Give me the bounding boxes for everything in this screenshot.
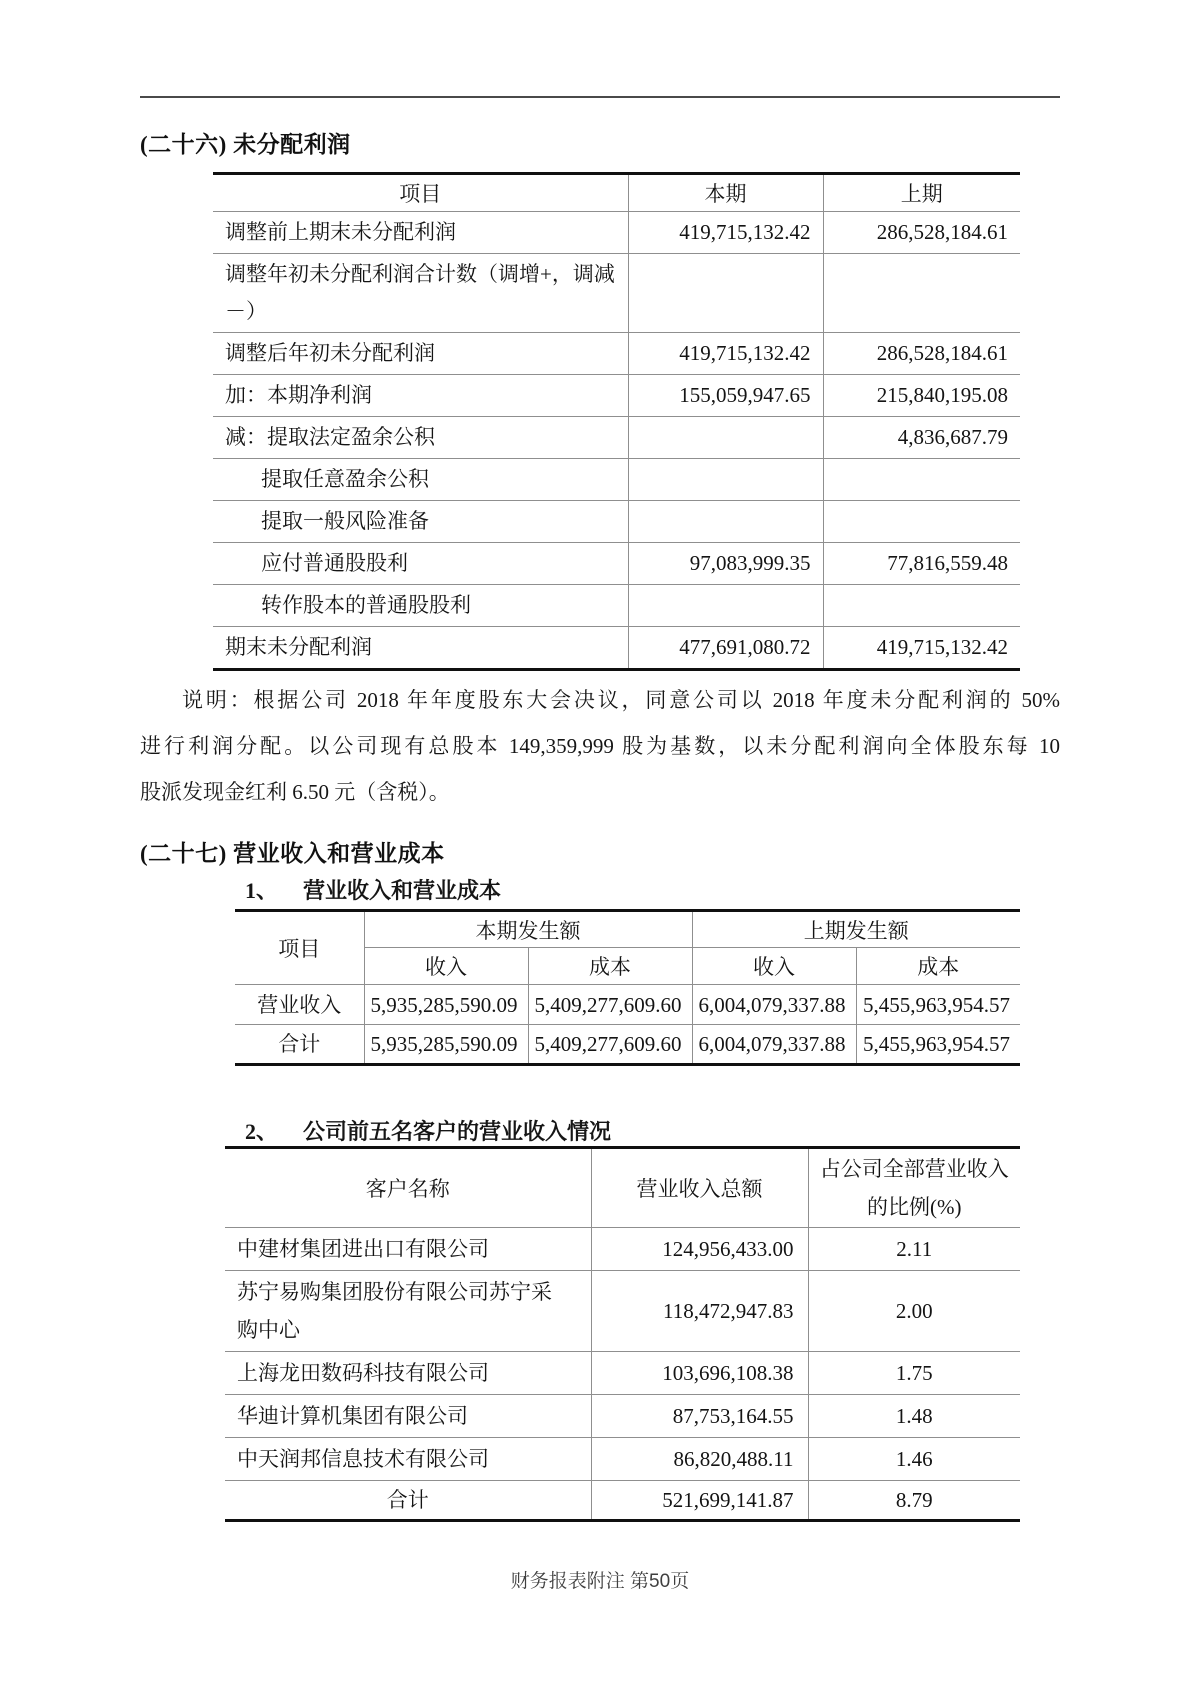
subsection-2-title: 公司前五名客户的营业收入情况 — [303, 1119, 612, 1144]
customer-table-row — [225, 1352, 1020, 1395]
revenue-col-header-current-period: 本期发生额 — [364, 911, 692, 948]
customers-col-header-name: 客户名称 — [365, 1177, 450, 1201]
prior-period-value: 286,528,184.61 — [823, 333, 1020, 375]
prior-period-value: 419,715,132.42 — [823, 627, 1020, 670]
note-line-1: 说明：根据公司 2018 年年度股东大会决议，同意公司以 2018 年度未分配利润的 50% — [182, 688, 1060, 712]
revenue-ratio: 8.79 — [808, 1481, 1020, 1521]
customers-col-header-ratio-line-1: 占公司全部营业收入 — [819, 1157, 1009, 1181]
item-label: 应付普通股股利 — [261, 551, 408, 575]
customer-table-row — [225, 1438, 1020, 1481]
revenue-table-row — [235, 1025, 1020, 1065]
item-label: 调整年初未分配利润合计数（调增+，调减－） — [225, 262, 615, 323]
revenue-col-header-cost-current: 成本 — [528, 948, 692, 985]
customers-col-header-ratio — [808, 1148, 1020, 1228]
current-period-value: 419,715,132.42 — [628, 333, 823, 375]
customer-name: 中天润邦信息技术有限公司 — [237, 1447, 489, 1471]
revenue-amount: 86,820,488.11 — [591, 1438, 808, 1481]
current-period-value: 97,083,999.35 — [628, 543, 823, 585]
revenue-ratio: 1.46 — [808, 1438, 1020, 1481]
subsection-1-title: 营业收入和营业成本 — [303, 878, 502, 903]
current-period-value — [628, 459, 823, 501]
profit-table-row — [213, 417, 1020, 459]
revenue-amount: 124,956,433.00 — [591, 1228, 808, 1271]
item-label: 合计 — [278, 1032, 321, 1056]
profit-table-row — [213, 585, 1020, 627]
profit-col-header-item: 项目 — [399, 182, 442, 206]
note-line-2: 进行利润分配。以公司现有总股本 149,359,999 股为基数，以未分配利润向全体股东每 10 — [140, 734, 1060, 758]
current-cost-value: 5,409,277,609.60 — [528, 1025, 692, 1065]
customer-table-row — [225, 1228, 1020, 1271]
profit-table-header-row — [213, 174, 1020, 212]
profit-table-row — [213, 254, 1020, 333]
item-label: 期末未分配利润 — [225, 635, 372, 659]
item-label: 提取一般风险准备 — [261, 509, 429, 533]
current-period-value: 155,059,947.65 — [628, 375, 823, 417]
current-period-value — [628, 417, 823, 459]
current-period-value: 477,691,080.72 — [628, 627, 823, 670]
item-label: 营业收入 — [257, 992, 342, 1017]
customers-table-header-row — [225, 1148, 1020, 1228]
prior-period-value: 286,528,184.61 — [823, 212, 1020, 254]
prior-period-value: 215,840,195.08 — [823, 375, 1020, 417]
revenue-amount: 87,753,164.55 — [591, 1395, 808, 1438]
prior-period-value — [823, 459, 1020, 501]
revenue-ratio: 1.75 — [808, 1352, 1020, 1395]
undistributed-profit-table — [213, 172, 1020, 671]
profit-col-header-current: 本期 — [628, 174, 823, 212]
revenue-col-header-cost-prior: 成本 — [856, 948, 1020, 985]
revenue-ratio: 2.00 — [808, 1271, 1020, 1352]
customer-name: 上海龙田数码科技有限公司 — [237, 1361, 489, 1385]
top-customers-table — [225, 1146, 1020, 1522]
header-rule — [140, 96, 1060, 98]
prior-income-value: 6,004,079,337.88 — [692, 1025, 856, 1065]
profit-table-row — [213, 333, 1020, 375]
revenue-amount: 521,699,141.87 — [591, 1481, 808, 1521]
customer-name: 苏宁易购集团股份有限公司苏宁采购中心 — [237, 1280, 552, 1342]
current-period-value: 419,715,132.42 — [628, 212, 823, 254]
page-footer: 财务报表附注 第50页 — [510, 1571, 690, 1592]
profit-table-row — [213, 627, 1020, 670]
revenue-cost-table — [235, 909, 1020, 1066]
revenue-ratio: 1.48 — [808, 1395, 1020, 1438]
prior-period-value — [823, 254, 1020, 333]
profit-table-row — [213, 375, 1020, 417]
prior-period-value — [823, 501, 1020, 543]
revenue-table-row — [235, 985, 1020, 1025]
subsection-2-number: 2、 — [245, 1119, 279, 1144]
customer-name: 中建材集团进出口有限公司 — [237, 1237, 489, 1261]
customer-table-row — [225, 1481, 1020, 1521]
revenue-col-header-income-prior: 收入 — [692, 948, 856, 985]
customers-col-header-amount: 营业收入总额 — [591, 1148, 808, 1228]
item-label: 转作股本的普通股股利 — [261, 593, 471, 617]
section-26-title: (二十六) 未分配利润 — [140, 132, 351, 157]
revenue-col-header-income-current: 收入 — [364, 948, 528, 985]
prior-income-value: 6,004,079,337.88 — [692, 985, 856, 1025]
revenue-ratio: 2.11 — [808, 1228, 1020, 1271]
item-label: 调整后年初未分配利润 — [225, 341, 435, 365]
prior-cost-value: 5,455,963,954.57 — [856, 1025, 1020, 1065]
subsection-1-number: 1、 — [245, 878, 279, 903]
page-content — [140, 96, 1060, 1522]
profit-table-row — [213, 459, 1020, 501]
item-label: 加：本期净利润 — [225, 383, 372, 407]
revenue-amount: 118,472,947.83 — [591, 1271, 808, 1352]
item-label: 调整前上期末未分配利润 — [225, 220, 456, 244]
customer-name: 华迪计算机集团有限公司 — [237, 1404, 468, 1428]
current-income-value: 5,935,285,590.09 — [364, 1025, 528, 1065]
prior-period-value: 77,816,559.48 — [823, 543, 1020, 585]
current-period-value — [628, 501, 823, 543]
profit-table-row — [213, 212, 1020, 254]
profit-col-header-prior: 上期 — [823, 174, 1020, 212]
prior-period-value — [823, 585, 1020, 627]
current-period-value — [628, 254, 823, 333]
current-period-value — [628, 585, 823, 627]
section-27-title: (二十七) 营业收入和营业成本 — [140, 841, 445, 866]
revenue-amount: 103,696,108.38 — [591, 1352, 808, 1395]
customer-table-row — [225, 1271, 1020, 1352]
current-income-value: 5,935,285,590.09 — [364, 985, 528, 1025]
current-cost-value: 5,409,277,609.60 — [528, 985, 692, 1025]
note-line-3: 股派发现金红利 6.50 元（含税）。 — [140, 780, 450, 804]
customer-name: 合计 — [386, 1488, 429, 1512]
profit-table-row — [213, 543, 1020, 585]
customer-table-row — [225, 1395, 1020, 1438]
prior-cost-value: 5,455,963,954.57 — [856, 985, 1020, 1025]
customers-col-header-ratio-line-2: 的比例(%) — [867, 1195, 962, 1219]
item-label: 减：提取法定盈余公积 — [225, 425, 435, 449]
subsection-1-heading — [245, 877, 1060, 905]
prior-period-value: 4,836,687.79 — [823, 417, 1020, 459]
revenue-col-header-item: 项目 — [278, 937, 321, 961]
note-paragraph — [140, 677, 1060, 815]
revenue-table-header-row-1 — [235, 911, 1020, 948]
revenue-col-header-prior-period: 上期发生额 — [692, 911, 1020, 948]
profit-table-row — [213, 501, 1020, 543]
item-label: 提取任意盈余公积 — [261, 467, 429, 491]
subsection-2-heading — [245, 1118, 1060, 1146]
